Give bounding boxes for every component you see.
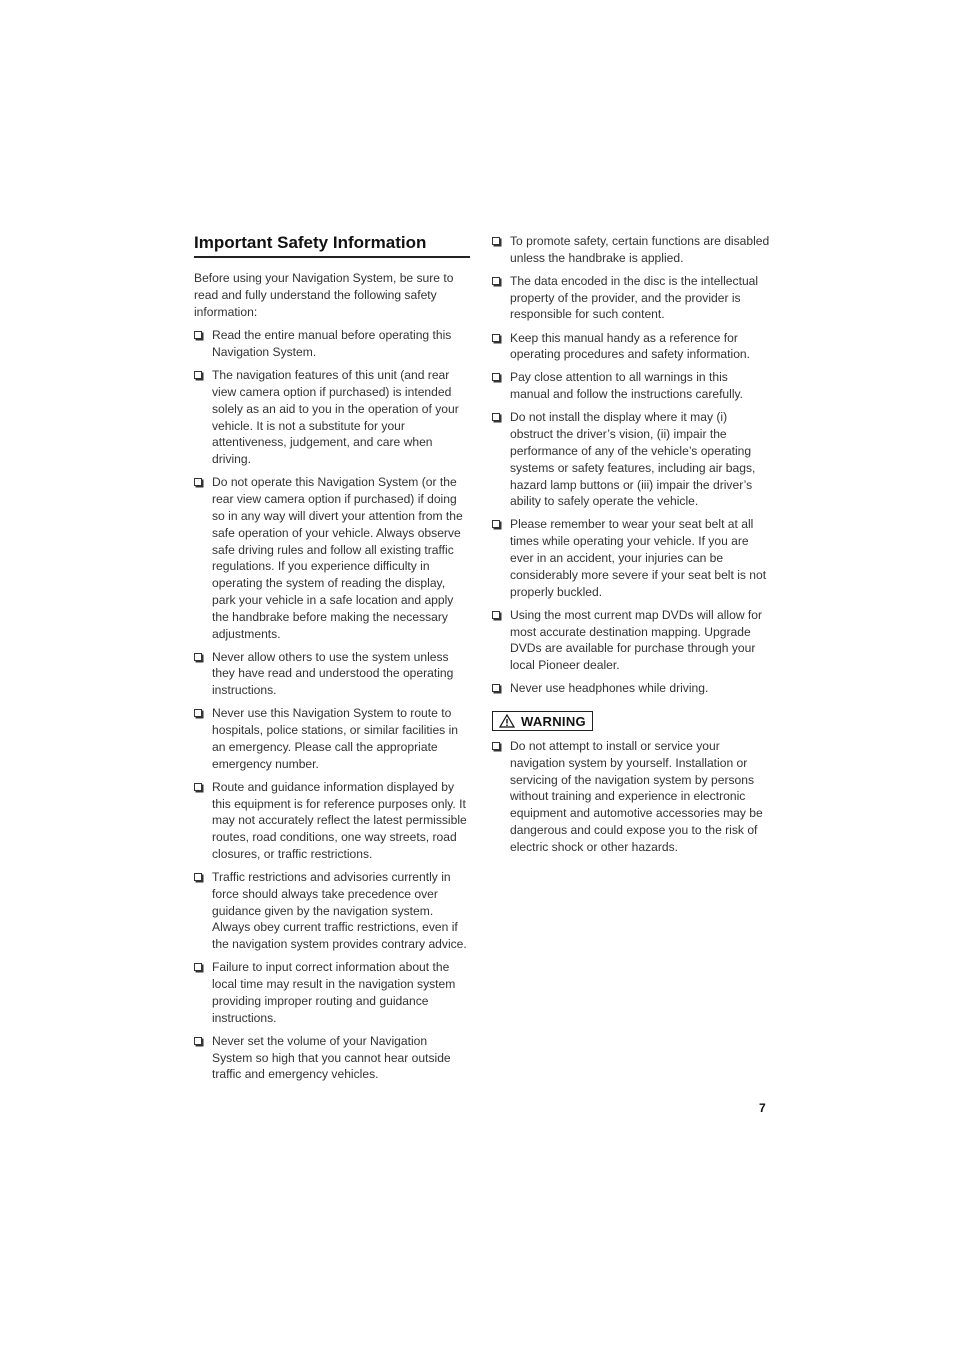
list-item [194,367,470,468]
section-title: Important Safety Information [194,233,470,258]
checkbox-bullet-icon [194,1037,202,1045]
list-item-text: Failure to input correct information about the local time may result in the navigation system providing improper routing and guidance instructions. [212,960,456,1025]
list-item-text: Please remember to wear your seat belt at all times while operating your vehicle. If you are ever in an accident, your injuries can be considerably more severe if your seat belt is not properly buckled. [510,517,767,599]
left-column [194,233,470,1090]
right-column [492,233,770,862]
list-item [492,273,770,323]
warning-triangle-icon [499,714,515,728]
warning-label: WARNING [521,713,586,729]
checkbox-bullet-icon [492,413,500,421]
checkbox-bullet-icon [492,277,500,285]
list-item [492,607,770,674]
list-item [492,233,770,267]
warning-header [492,711,770,733]
checkbox-bullet-icon [492,742,500,750]
list-item [492,516,770,600]
list-item-text: Do not operate this Navigation System (or the rear view camera option if purchased) if doing so in any way will divert your attention from the safe operation of your vehicle. Always observe safe driving rules and follow all existing traffic regulations. If you experience difficulty in operating the system of reading the display, park your vehicle in a safe location and apply the handbrake before making the necessary adjustments. [212,475,463,641]
list-item-text: Never allow others to use the system unless they have read and understood the operating instructions. [212,649,454,698]
checkbox-bullet-icon [492,237,500,245]
checkbox-bullet-icon [492,611,500,619]
checkbox-bullet-icon [492,373,500,381]
checkbox-bullet-icon [492,520,500,528]
list-item-text: The data encoded in the disc is the intellectual property of the provider, and the provider is responsible for such content. [510,273,759,322]
checkbox-bullet-icon [194,478,202,486]
list-item-text: Never set the volume of your Navigation System so high that you cannot hear outside traffic and emergency vehicles. [212,1033,451,1082]
warning-bullet-list [492,738,770,856]
list-item-text: The navigation features of this unit (and rear view camera option if purchased) is intended solely as an aid to you in the operation of your vehicle. It is not a substitute for your attentiveness, judgement, and care when driving. [212,368,459,467]
list-item-text: Do not install the display where it may (i) obstruct the driver’s vision, (ii) impair the performance of any of the vehicle’s operating systems or safety features, including air bags, hazard lamp buttons or (iii) impair the driver’s ability to safely operate the vehicle. [510,410,756,509]
checkbox-bullet-icon [194,873,202,881]
list-item [194,705,470,772]
list-item [492,680,770,697]
list-item [194,869,470,953]
list-item-text: Route and guidance information displayed by this equipment is for reference purposes only. It may not accurately reflect the latest permissible routes, road conditions, one way streets, road closures, or traffic restrictions. [212,779,467,861]
list-item-text: Never use this Navigation System to route to hospitals, police stations, or similar facilities in an emergency. Please call the appropriate emergency number. [212,706,459,771]
list-item [492,369,770,403]
left-bullet-list [194,327,470,1083]
checkbox-bullet-icon [492,334,500,342]
intro-paragraph: Before using your Navigation System, be sure to read and fully understand the following safety information: [194,271,454,319]
list-item [492,738,770,856]
list-item [194,959,470,1026]
right-bullet-list [492,233,770,697]
list-item [194,474,470,642]
list-item-text: Do not attempt to install or service your navigation system by yourself. Installation or servicing of the navigation system by persons without training and experience in electronic equipment and automotive accessories may be dangerous and could expose you to the risk of electric shock or other hazards. [510,739,763,854]
checkbox-bullet-icon [194,371,202,379]
list-item [194,779,470,863]
list-item [194,649,470,699]
list-item-text: Traffic restrictions and advisories currently in force should always take precedence over guidance given by the navigation system. Always obey current traffic restrictions, even if the navigation system provides contrary advice. [212,870,467,952]
page-number: 7 [759,1101,766,1115]
checkbox-bullet-icon [194,963,202,971]
list-item [194,327,470,361]
list-item [194,1033,470,1083]
list-item-text: Pay close attention to all warnings in this manual and follow the instructions carefully. [510,370,744,402]
checkbox-bullet-icon [194,709,202,717]
list-item-text: Read the entire manual before operating this Navigation System. [212,328,452,360]
list-item [492,330,770,364]
list-item-text: Never use headphones while driving. [510,681,709,696]
list-item-text: Using the most current map DVDs will allow for most accurate destination mapping. Upgrade DVDs are available for purchase through your local Pioneer dealer. [510,607,763,673]
checkbox-bullet-icon [194,331,202,339]
checkbox-bullet-icon [194,653,202,661]
list-item [492,409,770,510]
list-item-text: To promote safety, certain functions are disabled unless the handbrake is applied. [510,234,770,265]
list-item-text: Keep this manual handy as a reference for operating procedures and safety information. [510,330,751,362]
checkbox-bullet-icon [194,783,202,791]
warning-badge [492,711,593,731]
checkbox-bullet-icon [492,684,500,692]
